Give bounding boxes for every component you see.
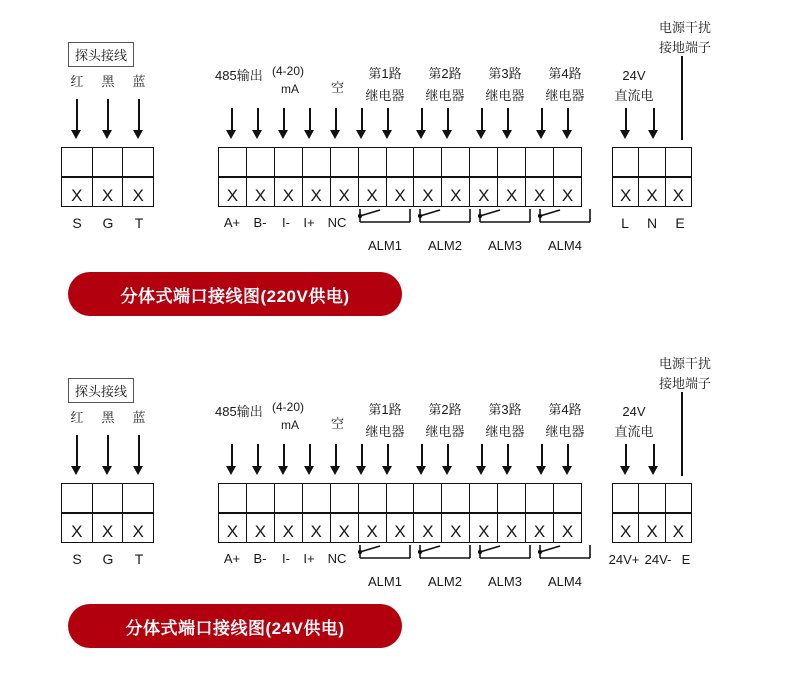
probe-terminal-mark-t-24: X — [132, 522, 144, 541]
power-terminal-mark-e-24: X — [672, 522, 684, 541]
relay-symbol-1-220 — [358, 208, 412, 226]
probe-terminal-label-s-24: S — [72, 551, 82, 567]
main-label-relay3-line1-220: 第3路 — [488, 66, 522, 81]
relay-symbol-4-220 — [538, 208, 592, 226]
main-label-420-24: (4-20) — [272, 400, 305, 414]
main-label-relay3-line2-220: 继电器 — [485, 88, 525, 103]
probe-arrow-3-220 — [133, 99, 144, 139]
main-terminal-mark-6-220: X — [366, 186, 378, 205]
relay-label-alm4-220: ALM4 — [548, 238, 582, 253]
main-terminal-mark-5-24: X — [338, 522, 350, 541]
main-label-relay2-line2-24: 继电器 — [425, 424, 465, 439]
probe-arrow-2-220 — [102, 99, 113, 139]
main-label-relay4-line2-24: 继电器 — [545, 424, 585, 439]
main-terminal-mark-9-24: X — [450, 522, 462, 541]
main-terminal-mark-12-220: X — [533, 186, 546, 205]
main-terminal-mark-3-220: X — [282, 186, 294, 205]
power-terminal-label-l-220: L — [621, 215, 629, 231]
power-label-interference-220: 电源干扰 — [658, 20, 712, 35]
main-label-relay1-line2-220: 继电器 — [365, 88, 405, 103]
main-block-divider-220 — [218, 176, 582, 178]
main-terminal-mark-9-220: X — [450, 186, 462, 205]
probe-terminal-mark-s-220: X — [71, 186, 83, 205]
main-label-relay4-line2-220: 继电器 — [545, 88, 585, 103]
relay-label-alm2-24: ALM2 — [428, 574, 462, 589]
relay-symbol-4-24 — [538, 544, 592, 562]
power-block-divider-24 — [612, 512, 692, 514]
main-terminal-label-nc-24: NC — [327, 551, 347, 566]
power-terminal-label-e-24: E — [681, 552, 691, 567]
probe-title-box-24: 探头接线 — [68, 378, 134, 403]
main-terminal-mark-8-220: X — [422, 186, 434, 205]
main-terminal-label-nc-220: NC — [327, 215, 347, 230]
main-terminal-label-bm-220: B- — [253, 215, 267, 230]
main-terminal-mark-10-220: X — [478, 186, 490, 205]
relay-symbol-2-220 — [418, 208, 472, 226]
main-terminal-mark-4-220: X — [310, 186, 322, 205]
relay-symbol-1-24 — [358, 544, 412, 562]
probe-wire-label-red-24: 红 — [70, 410, 84, 425]
relay-symbol-2-24 — [418, 544, 472, 562]
power-terminal-label-24vminus-24: 24V- — [644, 552, 672, 567]
main-label-485-220: 485输出 — [215, 68, 263, 83]
main-terminal-mark-1-24: X — [226, 522, 239, 541]
relay-label-alm1-220: ALM1 — [368, 238, 402, 253]
power-label-ground-24: 接地端子 — [658, 376, 712, 391]
main-label-empty-220: 空 — [331, 80, 345, 95]
power-label-interference-24: 电源干扰 — [658, 356, 712, 371]
main-label-empty-24: 空 — [331, 416, 345, 431]
probe-arrow-1-220 — [71, 99, 82, 139]
probe-title-box-220: 探头接线 — [68, 42, 134, 67]
main-terminal-mark-2-24: X — [254, 522, 267, 541]
relay-symbol-3-24 — [478, 544, 532, 562]
power-ground-line-24 — [681, 392, 683, 476]
main-label-relay1-line2-24: 继电器 — [365, 424, 405, 439]
main-terminal-mark-11-24: X — [506, 522, 518, 541]
main-terminal-mark-6-24: X — [366, 522, 378, 541]
main-terminal-mark-10-24: X — [478, 522, 490, 541]
main-terminal-mark-11-220: X — [506, 186, 518, 205]
probe-terminal-label-g-220: G — [102, 215, 114, 231]
power-terminal-mark-24vplus-24: X — [619, 522, 632, 541]
power-terminal-mark-l-220: X — [619, 186, 632, 205]
power-label-24v-220: 24V — [622, 68, 646, 83]
power-ground-line-220 — [681, 56, 683, 140]
power-label-dc-24: 直流电 — [614, 424, 654, 439]
main-label-ma-220: mA — [281, 82, 299, 96]
main-terminal-mark-12-24: X — [533, 522, 546, 541]
relay-label-alm1-24: ALM1 — [368, 574, 402, 589]
main-terminal-mark-4-24: X — [310, 522, 322, 541]
probe-wire-label-red-220: 红 — [70, 74, 84, 89]
relay-label-alm4-24: ALM4 — [548, 574, 582, 589]
main-terminal-mark-5-220: X — [338, 186, 350, 205]
power-block-divider-220 — [612, 176, 692, 178]
main-terminal-label-im-220: I- — [282, 215, 290, 230]
relay-label-alm2-220: ALM2 — [428, 238, 462, 253]
main-label-relay2-line1-24: 第2路 — [428, 402, 462, 417]
power-label-ground-220: 接地端子 — [658, 40, 712, 55]
main-terminal-mark-13-220: X — [561, 186, 574, 205]
main-terminal-label-bm-24: B- — [253, 551, 267, 566]
relay-label-alm3-220: ALM3 — [488, 238, 522, 253]
probe-terminal-label-g-24: G — [102, 551, 114, 567]
power-terminal-label-24vplus-24: 24V+ — [608, 552, 640, 567]
power-terminal-mark-24vminus-24: X — [646, 522, 658, 541]
main-label-relay2-line2-220: 继电器 — [425, 88, 465, 103]
main-label-relay2-line1-220: 第2路 — [428, 66, 462, 81]
main-terminal-mark-8-24: X — [422, 522, 434, 541]
relay-symbol-3-220 — [478, 208, 532, 226]
main-label-420-220: (4-20) — [272, 64, 305, 78]
main-label-485-24: 485输出 — [215, 404, 263, 419]
probe-terminal-mark-t-220: X — [132, 186, 144, 205]
main-terminal-label-ap-24: A+ — [223, 551, 241, 566]
power-terminal-mark-e-220: X — [672, 186, 684, 205]
probe-wire-label-blue-24: 蓝 — [132, 410, 146, 425]
main-terminal-label-ip-24: I+ — [303, 551, 315, 566]
probe-wire-label-black-24: 黑 — [101, 410, 115, 425]
power-terminal-label-n-220: N — [646, 215, 658, 231]
probe-terminal-label-t-24: T — [134, 551, 144, 567]
probe-block-divider-24 — [61, 512, 154, 514]
probe-wire-label-black-220: 黑 — [101, 74, 115, 89]
main-label-relay4-line1-24: 第4路 — [548, 402, 582, 417]
power-terminal-label-e-220: E — [675, 215, 685, 231]
main-terminal-mark-13-24: X — [561, 522, 574, 541]
main-terminal-mark-7-220: X — [394, 186, 406, 205]
caption-220: 分体式端口接线图(220V供电) — [68, 272, 402, 316]
wiring-diagram-24v — [0, 336, 790, 674]
main-label-relay3-line1-24: 第3路 — [488, 402, 522, 417]
main-terminal-label-ip-220: I+ — [303, 215, 315, 230]
caption-24: 分体式端口接线图(24V供电) — [68, 604, 402, 648]
probe-terminal-label-s-220: S — [72, 215, 82, 231]
main-terminal-label-im-24: I- — [282, 551, 290, 566]
main-terminal-mark-7-24: X — [394, 522, 406, 541]
probe-terminal-mark-g-24: X — [101, 522, 114, 541]
power-terminal-mark-n-220: X — [646, 186, 658, 205]
probe-wire-label-blue-220: 蓝 — [132, 74, 146, 89]
main-label-relay4-line1-220: 第4路 — [548, 66, 582, 81]
power-label-dc-220: 直流电 — [614, 88, 654, 103]
probe-terminal-mark-g-220: X — [101, 186, 114, 205]
main-label-relay1-line1-220: 第1路 — [368, 66, 402, 81]
main-label-relay1-line1-24: 第1路 — [368, 402, 402, 417]
main-label-ma-24: mA — [281, 418, 299, 432]
main-terminal-mark-3-24: X — [282, 522, 294, 541]
main-terminal-label-ap-220: A+ — [223, 215, 241, 230]
main-block-divider-24 — [218, 512, 582, 514]
main-terminal-mark-1-220: X — [226, 186, 239, 205]
main-terminal-mark-2-220: X — [254, 186, 267, 205]
probe-terminal-mark-s-24: X — [71, 522, 83, 541]
relay-label-alm3-24: ALM3 — [488, 574, 522, 589]
probe-block-divider-220 — [61, 176, 154, 178]
power-label-24v-24: 24V — [622, 404, 646, 419]
main-label-relay3-line2-24: 继电器 — [485, 424, 525, 439]
probe-terminal-label-t-220: T — [134, 215, 144, 231]
